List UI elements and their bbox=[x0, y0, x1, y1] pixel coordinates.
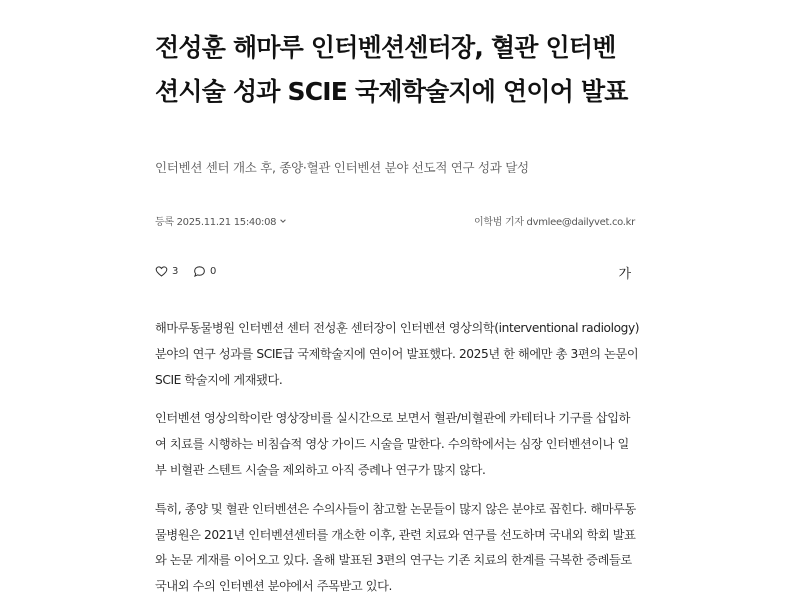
article-subtitle: 인터벤션 센터 개소 후, 종양·혈관 인터벤션 분야 선도적 연구 성과 달성 bbox=[155, 160, 529, 175]
like-count: 3 bbox=[172, 266, 179, 277]
chevron-down-icon bbox=[279, 217, 287, 225]
like-button[interactable] bbox=[155, 265, 178, 278]
body-paragraph: 인터벤션 영상의학이란 영상장비를 실시간으로 보면서 혈관/비혈관에 카테터나 기구를 삽입하여 치료를 시행하는 비침습적 영상 가이드 시술을 말한다. 수의학에서는 심장 인터벤션이나 일부 비혈관 스텐트 시술을 제외하고 아직 증례나 연구가 많지 않다. bbox=[155, 411, 631, 477]
article-body bbox=[155, 316, 640, 613]
article-actions bbox=[155, 265, 635, 283]
comment-bubble-icon bbox=[193, 265, 206, 278]
article-meta bbox=[155, 213, 635, 229]
font-size-button[interactable]: 가 bbox=[618, 267, 631, 282]
body-paragraph: 특히, 종양 및 혈관 인터벤션은 수의사들이 참고할 논문들이 많지 않은 분야로 꼽힌다. 해마루동물병원은 2021년 인터벤션센터를 개소한 이후, 관련 치료와 연구를 선도하며 국내외 학회 발표와 논문 게재를 이어오고 있다. 올해 발표된 3편의 연구는 기존 치료의 한계를 극복한 증례들로 국내외 수의 인터벤션 분야에서 주목받고 있다. bbox=[155, 501, 636, 594]
heart-icon bbox=[155, 265, 168, 278]
author-byline: 이학범 기자 dvmlee@dailyvet.co.kr bbox=[474, 217, 635, 228]
comment-count: 0 bbox=[210, 266, 217, 277]
body-paragraph: 해마루동물병원 인터벤션 센터 전성훈 센터장이 인터벤션 영상의학(interventional radiology) 분야의 연구 성과를 SCIE급 국제학술지에 연이어 발표했다. 2025년 한 해에만 총 3편의 논문이 SCIE 학술지에 게재됐다. bbox=[155, 321, 640, 387]
comment-button[interactable] bbox=[193, 265, 216, 278]
publish-date: 등록 2025.11.21 15:40:08 bbox=[155, 217, 277, 228]
article-title: 전성훈 해마루 인터벤션센터장, 혈관 인터벤션시술 성과 SCIE 국제학술지에 연이어 발표 bbox=[155, 33, 628, 106]
publish-date-toggle[interactable] bbox=[155, 213, 287, 228]
